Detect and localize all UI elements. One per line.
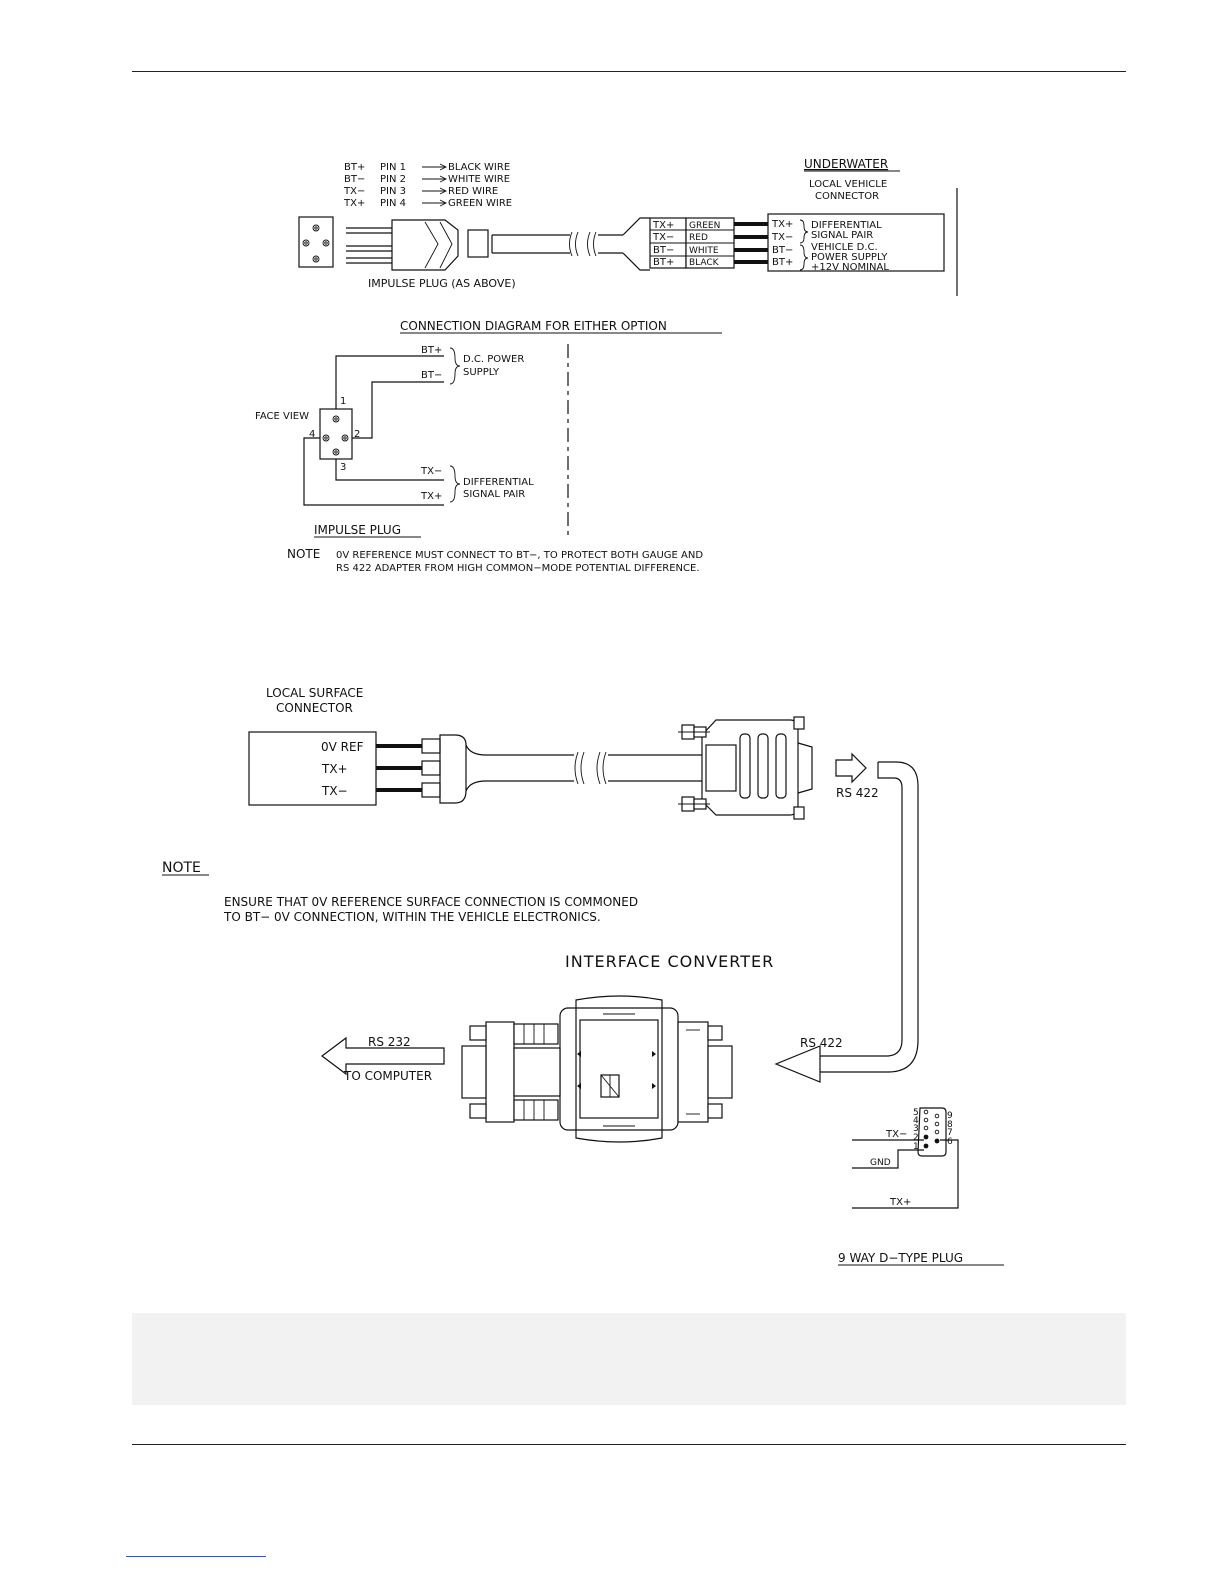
vehicle-desc-1: DIFFERENTIAL bbox=[811, 220, 882, 231]
dtype-pin-7: 7 bbox=[947, 1128, 953, 1138]
connection-note-label: NOTE bbox=[287, 547, 321, 561]
pin-wire-3: RED WIRE bbox=[448, 186, 499, 197]
surface-note bbox=[162, 860, 638, 924]
cable-color-2: RED bbox=[689, 233, 708, 243]
connection-title: CONNECTION DIAGRAM FOR EITHER OPTION bbox=[400, 319, 667, 333]
pin-wire-4: GREEN WIRE bbox=[448, 198, 513, 209]
dtype-caption: 9 WAY D−TYPE PLUG bbox=[838, 1251, 964, 1265]
local-vehicle-line-2: CONNECTOR bbox=[815, 191, 880, 202]
local-surface-connector bbox=[249, 686, 702, 805]
surface-note-label: NOTE bbox=[162, 860, 201, 876]
dtype-pin-5: 5 bbox=[913, 1108, 919, 1118]
nine-way-dtype-plug bbox=[838, 1108, 1004, 1265]
pin-signal-2: BT− bbox=[344, 174, 366, 185]
pin-label-3: 3 bbox=[340, 462, 347, 473]
dtype-pin-8: 8 bbox=[947, 1120, 953, 1130]
dtype-pin-9: 9 bbox=[947, 1111, 953, 1121]
conn-label-tx-minus: TX− bbox=[421, 466, 443, 477]
rs422-link bbox=[776, 754, 918, 1082]
rs232-output bbox=[322, 1035, 444, 1083]
pin-wire-2: WHITE WIRE bbox=[448, 174, 511, 185]
connection-note-line-2: RS 422 ADAPTER FROM HIGH COMMON−MODE POTENTIAL DIFFERENCE. bbox=[336, 563, 700, 574]
pin-number-3: PIN 3 bbox=[380, 186, 407, 197]
dtype-pin-6: 6 bbox=[947, 1137, 953, 1147]
vehicle-terminal-3: BT− bbox=[772, 245, 794, 256]
rs232-label: RS 232 bbox=[368, 1035, 411, 1049]
dtype-pin-2: 2 bbox=[913, 1133, 919, 1143]
surface-title-line-2: CONNECTOR bbox=[276, 701, 353, 715]
to-computer-label: TO COMPUTER bbox=[344, 1069, 433, 1083]
underwater-title: UNDERWATER bbox=[804, 157, 889, 171]
local-vehicle-line-1: LOCAL VEHICLE bbox=[809, 179, 888, 190]
impulse-plug-drawing bbox=[299, 217, 650, 290]
cable-terminal-4: BT+ bbox=[653, 257, 675, 268]
rs422-bottom-label: RS 422 bbox=[800, 1036, 843, 1050]
cable-end-terminals bbox=[650, 218, 768, 268]
cable-terminal-1: TX+ bbox=[653, 220, 675, 231]
cable-color-3: WHITE bbox=[689, 246, 719, 256]
surface-note-line-2: TO BT− 0V CONNECTION, WITHIN THE VEHICLE ELECTRONICS. bbox=[224, 910, 601, 924]
vehicle-terminal-1: TX+ bbox=[772, 219, 794, 230]
interface-converter bbox=[462, 952, 774, 1142]
rs422-top-label: RS 422 bbox=[836, 786, 879, 800]
vehicle-desc-4: POWER SUPPLY bbox=[811, 252, 888, 263]
surface-terminal-tx-minus: TX− bbox=[322, 784, 348, 798]
cable-color-4: BLACK bbox=[689, 258, 719, 268]
vehicle-desc-3: VEHICLE D.C. bbox=[811, 242, 878, 253]
cable-color-1: GREEN bbox=[689, 221, 721, 231]
dtype-pin-3: 3 bbox=[913, 1124, 919, 1134]
dtype-pin-4: 4 bbox=[913, 1116, 919, 1126]
power-group-line-1: D.C. POWER bbox=[463, 354, 525, 365]
impulse-plug-label: IMPULSE PLUG bbox=[314, 523, 402, 537]
underwater-vehicle-connector bbox=[768, 157, 957, 296]
cable-terminal-2: TX− bbox=[653, 232, 675, 243]
pin-number-4: PIN 4 bbox=[380, 198, 407, 209]
pin-number-2: PIN 2 bbox=[380, 174, 407, 185]
pin-label-4: 4 bbox=[309, 429, 316, 440]
vehicle-desc-5: +12V NOMINAL bbox=[811, 262, 889, 273]
connection-note-line-1: 0V REFERENCE MUST CONNECT TO BT−, TO PROTECT BOTH GAUGE AND bbox=[336, 550, 704, 561]
surface-title-line-1: LOCAL SURFACE bbox=[266, 686, 364, 700]
dtype-tx-plus: TX+ bbox=[890, 1197, 912, 1208]
surface-terminal-tx-plus: TX+ bbox=[322, 762, 348, 776]
surface-terminal-0v: 0V REF bbox=[321, 740, 364, 754]
power-group-line-2: SUPPLY bbox=[463, 367, 500, 378]
connection-diagram bbox=[255, 319, 722, 574]
surface-note-line-1: ENSURE THAT 0V REFERENCE SURFACE CONNECTION IS COMMONED bbox=[224, 895, 639, 909]
converter-title: INTERFACE CONVERTER bbox=[565, 952, 775, 971]
impulse-plug-caption: IMPULSE PLUG (AS ABOVE) bbox=[368, 277, 516, 290]
conn-label-tx-plus: TX+ bbox=[421, 491, 443, 502]
pin-signal-4: TX+ bbox=[344, 198, 366, 209]
cable-terminal-3: BT− bbox=[653, 245, 675, 256]
pin-label-2: 2 bbox=[354, 429, 361, 440]
vehicle-desc-2: SIGNAL PAIR bbox=[811, 230, 874, 241]
conn-label-bt-plus: BT+ bbox=[421, 345, 443, 356]
pin-table bbox=[343, 162, 512, 209]
rs422-dsub-connector bbox=[678, 717, 812, 819]
vehicle-terminal-2: TX− bbox=[772, 232, 794, 243]
pin-signal-1: BT+ bbox=[344, 162, 366, 173]
face-view-label: FACE VIEW bbox=[255, 411, 309, 422]
pin-number-1: PIN 1 bbox=[380, 162, 407, 173]
dtype-tx-minus: TX− bbox=[886, 1129, 908, 1140]
signal-group-line-1: DIFFERENTIAL bbox=[463, 477, 534, 488]
vehicle-terminal-4: BT+ bbox=[772, 257, 794, 268]
dtype-gnd: GND bbox=[870, 1158, 891, 1168]
pin-label-1: 1 bbox=[340, 396, 347, 407]
signal-group-line-2: SIGNAL PAIR bbox=[463, 489, 526, 500]
pin-signal-3: TX− bbox=[344, 186, 366, 197]
conn-label-bt-minus: BT− bbox=[421, 370, 443, 381]
pin-wire-1: BLACK WIRE bbox=[448, 162, 511, 173]
dtype-pin-1: 1 bbox=[913, 1142, 919, 1152]
